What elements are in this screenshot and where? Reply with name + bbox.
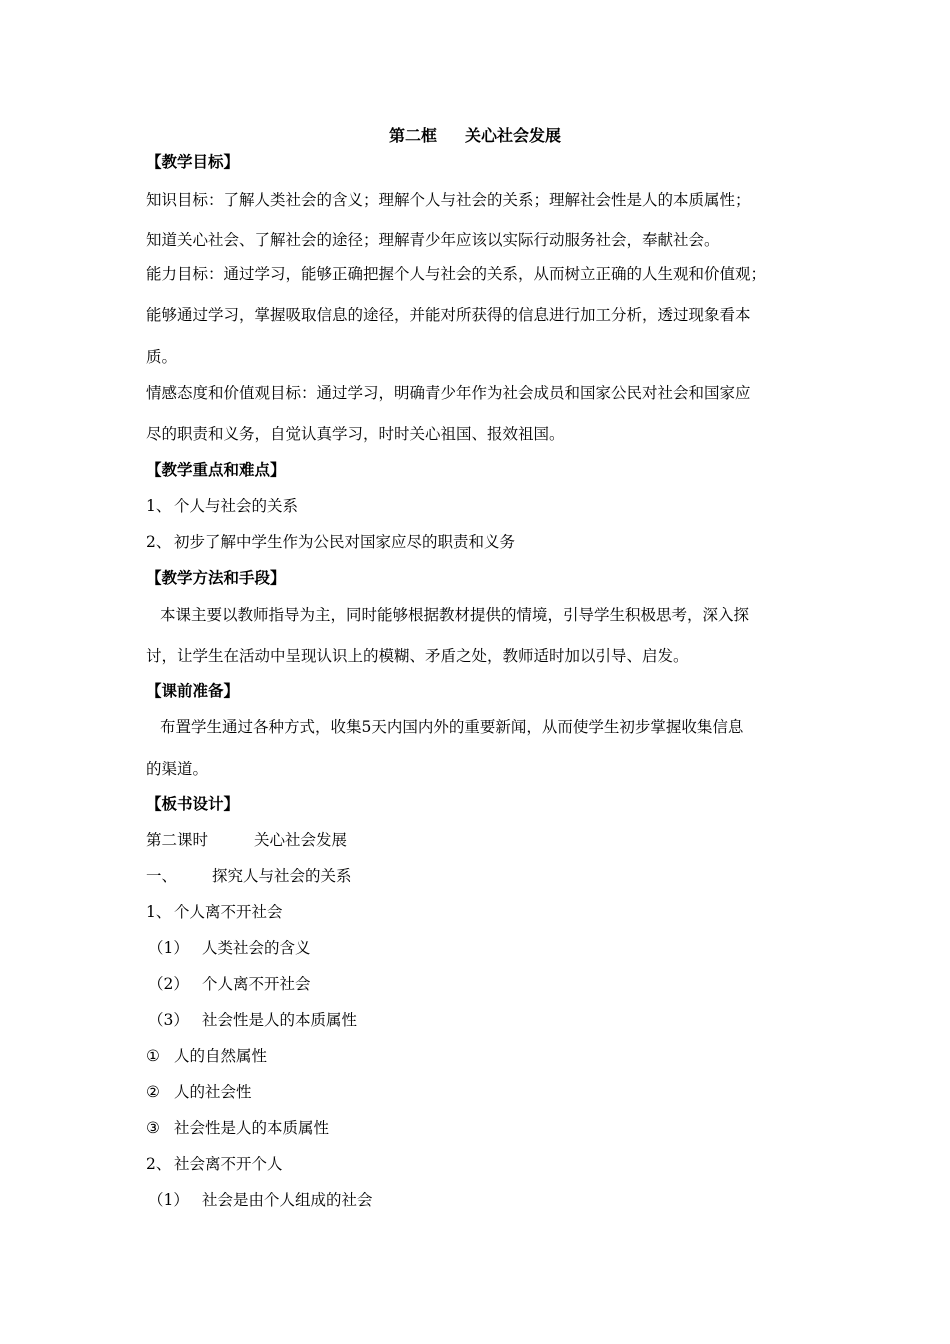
board-item-text: 社会性是人的本质属性: [202, 1011, 358, 1029]
goals-line: 情感态度和价值观目标：通过学习，明确青少年作为社会成员和国家公民对社会和国家应: [146, 384, 751, 402]
board-subheading: [146, 902, 283, 922]
board-sub-number: 1、: [146, 903, 172, 921]
board-design-heading: 【板书设计】: [146, 794, 240, 813]
board-item-text: 社会是由个人组成的社会: [202, 1191, 373, 1209]
key-point-number: 2、: [146, 533, 172, 551]
board-part-heading: [146, 866, 352, 886]
board-circled-number: ③: [146, 1119, 160, 1137]
goals-heading: 【教学目标】: [146, 152, 240, 171]
key-point-item: [146, 496, 298, 516]
goals-line: 知识目标：了解人类社会的含义；理解个人与社会的关系；理解社会性是人的本质属性；: [146, 191, 751, 209]
board-circled-text: 人的社会性: [174, 1083, 252, 1101]
board-lesson-title: [146, 830, 347, 850]
board-item-text: 个人离不开社会: [202, 975, 311, 993]
goals-line: 知道关心社会、了解社会的途径；理解青少年应该以实际行动服务社会，奉献社会。: [146, 231, 720, 249]
board-circled-number: ①: [146, 1047, 160, 1065]
document-title: [0, 126, 950, 146]
board-circled-text: 人的自然属性: [174, 1047, 268, 1065]
board-lesson-name: 关心社会发展: [254, 831, 348, 849]
board-sub-text: 个人离不开社会: [174, 903, 283, 921]
board-circled-number: ②: [146, 1083, 160, 1101]
key-point-text: 个人与社会的关系: [174, 497, 299, 515]
board-circled-item: [146, 1046, 267, 1066]
preparation-line: 布置学生通过各种方式，收集5天内国内外的重要新闻，从而使学生初步掌握收集信息: [160, 718, 744, 736]
board-part-text: 探究人与社会的关系: [212, 867, 352, 885]
board-circled-item: [146, 1118, 329, 1138]
goals-line: 质。: [146, 348, 178, 366]
key-point-number: 1、: [146, 497, 172, 515]
board-item-number: （2）: [148, 975, 189, 993]
board-item-number: （1）: [148, 939, 189, 957]
method-heading: 【教学方法和手段】: [146, 568, 286, 587]
title-part-2: 关心社会发展: [465, 126, 562, 145]
board-item-number: （3）: [148, 1011, 189, 1029]
board-lesson-label: 第二课时: [146, 831, 209, 849]
method-line: 本课主要以教师指导为主，同时能够根据教材提供的情境，引导学生积极思考，深入探: [160, 606, 750, 624]
goals-line: 尽的职责和义务，自觉认真学习，时时关心祖国、报效祖国。: [146, 425, 565, 443]
board-item: [148, 1010, 357, 1030]
board-item-number: （1）: [148, 1191, 189, 1209]
board-item-text: 人类社会的含义: [202, 939, 311, 957]
preparation-heading: 【课前准备】: [146, 681, 240, 700]
goals-line: 能力目标：通过学习，能够正确把握个人与社会的关系，从而树立正确的人生观和价值观；: [146, 265, 767, 283]
method-line: 讨，让学生在活动中呈现认识上的模糊、矛盾之处，教师适时加以引导、启发。: [146, 647, 689, 665]
board-item: [148, 1190, 373, 1210]
board-sub-text: 社会离不开个人: [174, 1155, 283, 1173]
key-point-item: [146, 532, 515, 552]
board-item: [148, 974, 311, 994]
board-item: [148, 938, 311, 958]
title-part-1: 第二框: [388, 126, 437, 145]
board-subheading: [146, 1154, 283, 1174]
board-sub-number: 2、: [146, 1155, 172, 1173]
preparation-line: 的渠道。: [146, 760, 209, 778]
key-points-heading: 【教学重点和难点】: [146, 460, 286, 479]
key-point-text: 初步了解中学生作为公民对国家应尽的职责和义务: [174, 533, 516, 551]
board-part-number: 一、: [146, 867, 178, 885]
goals-line: 能够通过学习，掌握吸取信息的途径，并能对所获得的信息进行加工分析，透过现象看本: [146, 306, 751, 324]
board-circled-item: [146, 1082, 252, 1102]
board-circled-text: 社会性是人的本质属性: [174, 1119, 330, 1137]
